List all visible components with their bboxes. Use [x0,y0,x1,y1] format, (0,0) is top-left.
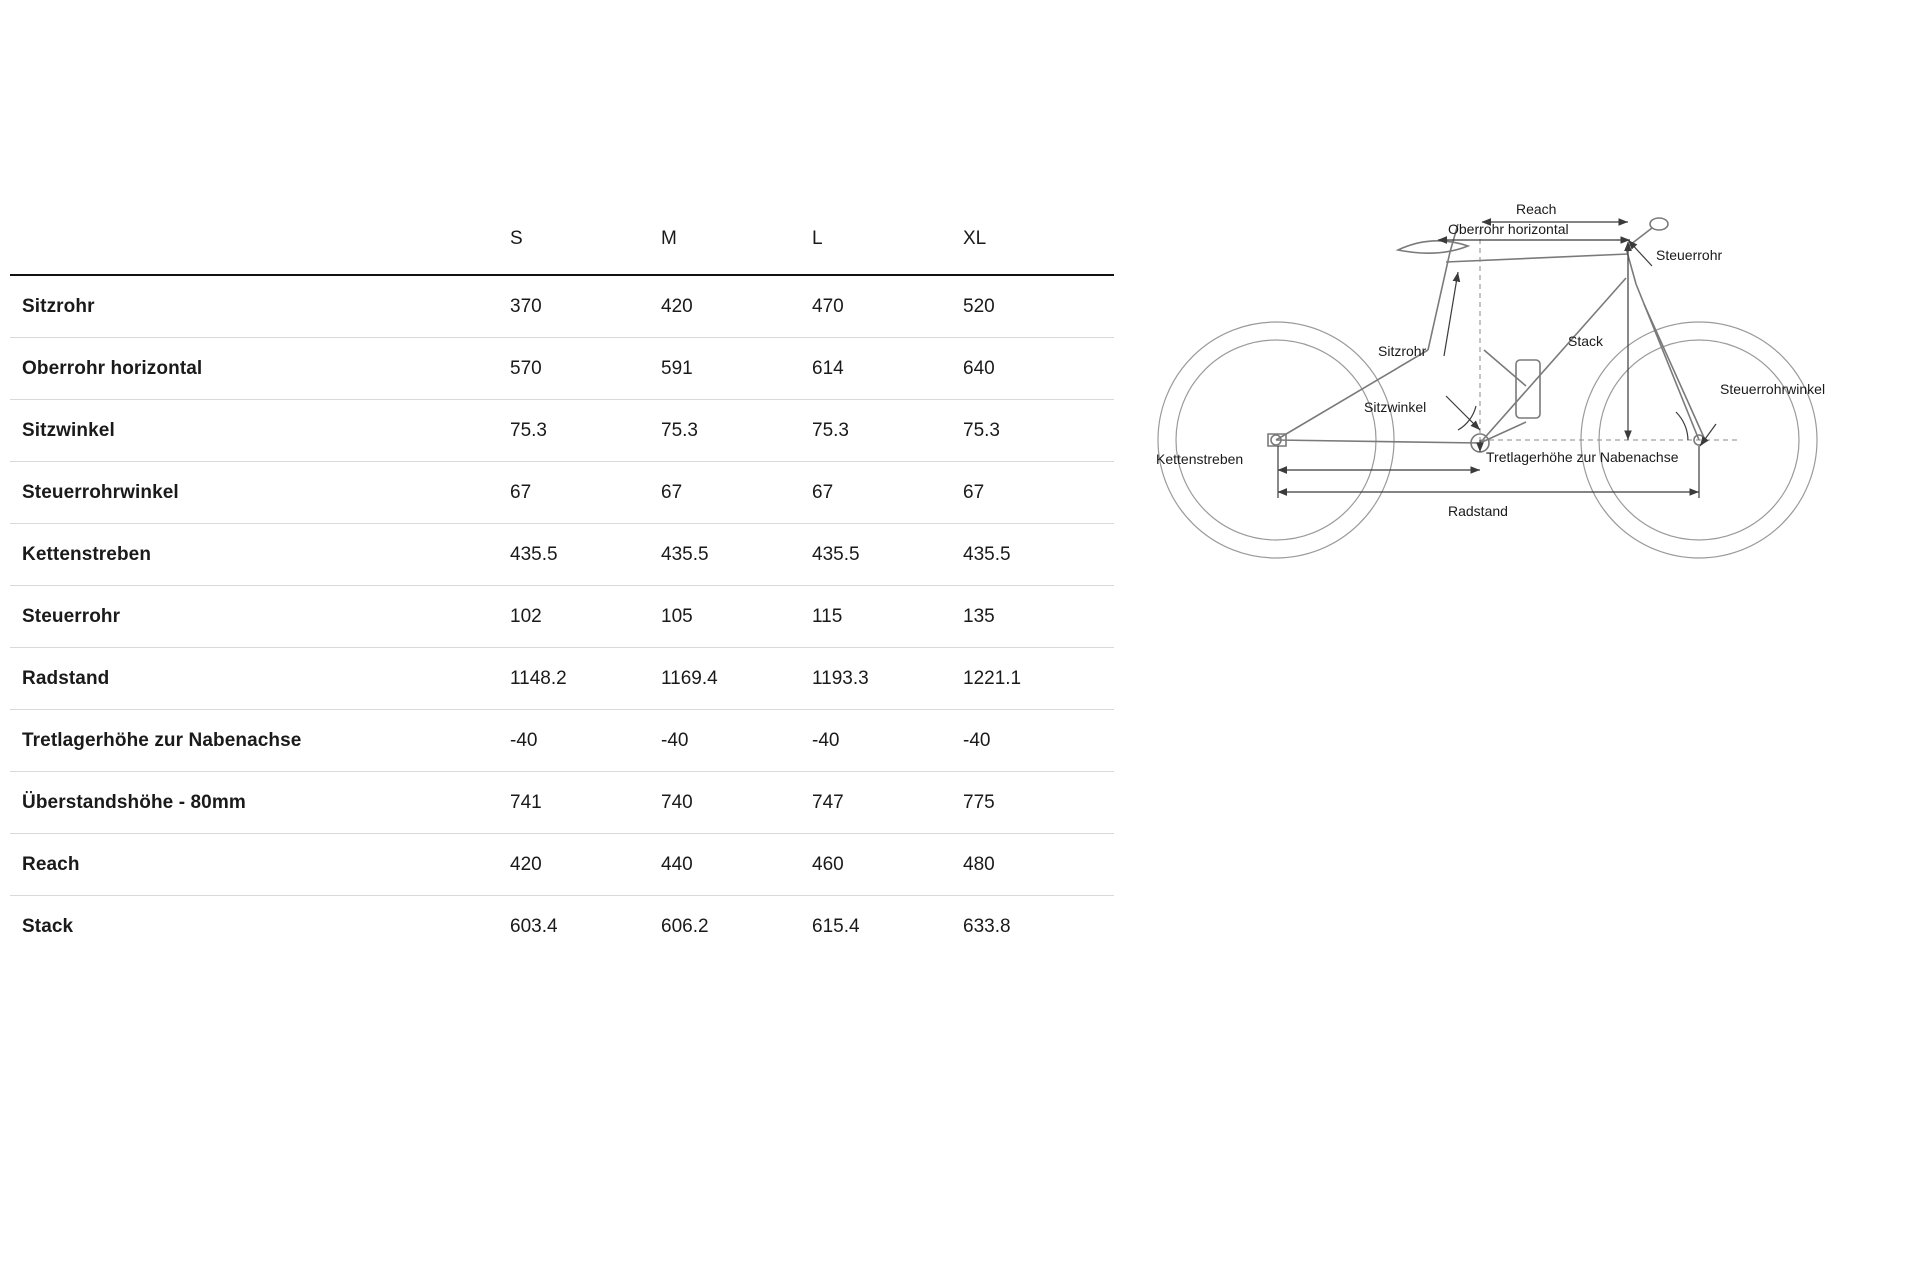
label-reach: Reach [1516,201,1557,217]
down-tube [1480,278,1626,443]
cell-l: 435.5 [812,524,963,586]
diagram-labels [1156,201,1825,519]
head-angle-arc [1676,412,1688,440]
cell-xl: 75.3 [963,400,1114,462]
cell-m: 435.5 [661,524,812,586]
row-label: Überstandshöhe - 80mm [10,772,510,834]
table-header [10,228,1114,275]
cell-m: 440 [661,834,812,896]
cell-xl: 1221.1 [963,648,1114,710]
column-header-size-s: S [510,228,523,249]
cell-m: 1169.4 [661,648,812,710]
cell-m: 105 [661,586,812,648]
cell-l: 115 [812,586,963,648]
table-row [10,834,1114,896]
cell-l: 75.3 [812,400,963,462]
seat-tube-arrow [1444,272,1458,356]
table-header-row [10,228,1114,275]
table-row [10,338,1114,400]
cell-l: 1193.3 [812,648,963,710]
geometry-table [10,228,1114,957]
cell-xl: 435.5 [963,524,1114,586]
cell-l: 747 [812,772,963,834]
stem [1626,228,1652,248]
label-head-tube: Steuerrohr [1656,247,1723,263]
table-row [10,524,1114,586]
row-label: Sitzwinkel [10,400,510,462]
row-label: Steuerrohrwinkel [10,462,510,524]
table-row [10,586,1114,648]
chainstay [1276,440,1480,443]
cell-xl: 480 [963,834,1114,896]
seat-angle-arc [1458,406,1476,430]
cell-l: 615.4 [812,916,860,937]
cell-s: 1148.2 [510,648,661,710]
table-row [10,648,1114,710]
label-wheelbase: Radstand [1448,503,1508,519]
cell-xl: 640 [963,338,1114,400]
seatstay [1276,350,1428,440]
label-seat-angle: Sitzwinkel [1364,399,1427,415]
geometry-table-container [10,228,1114,957]
cell-l: -40 [812,710,963,772]
column-header-size-l: L [812,228,823,249]
row-label: Stack [22,916,74,937]
cell-m: 75.3 [661,400,812,462]
handlebar-grip [1650,218,1668,230]
cell-xl: 520 [963,275,1114,338]
cell-m: 591 [661,338,812,400]
cell-s: 435.5 [510,524,661,586]
cell-s: -40 [510,710,661,772]
row-label: Steuerrohr [10,586,510,648]
column-header-measurement [10,228,510,275]
head-tube-arrow [1628,240,1652,266]
cell-s: 102 [510,586,661,648]
table-body [10,275,1114,957]
table-row [10,772,1114,834]
label-head-angle: Steuerrohrwinkel [1720,381,1826,397]
cell-xl: -40 [963,710,1114,772]
cell-m: 67 [661,462,812,524]
cell-s: 370 [510,275,661,338]
cell-m: 606.2 [661,916,709,937]
table-row [10,710,1114,772]
cell-xl: 135 [963,586,1114,648]
cell-s: 741 [510,772,661,834]
rear-shock [1484,350,1526,386]
saddle [1398,241,1468,253]
cell-s: 67 [510,462,661,524]
row-label: Reach [10,834,510,896]
seat-tube [1428,252,1450,350]
label-stack: Stack [1568,333,1604,349]
cell-xl: 67 [963,462,1114,524]
column-header-size-xl: XL [963,228,987,249]
cell-m: -40 [661,710,812,772]
table-row [10,462,1114,524]
table-row [10,400,1114,462]
cell-s: 75.3 [510,400,661,462]
row-label: Tretlagerhöhe zur Nabenachse [10,710,510,772]
cell-m: 420 [661,275,812,338]
cell-xl: 633.8 [963,916,1011,937]
row-label: Oberrohr horizontal [10,338,510,400]
cell-s: 420 [510,834,661,896]
cell-l: 614 [812,338,963,400]
cell-l: 470 [812,275,963,338]
label-bb-drop: Tretlagerhöhe zur Nabenachse [1486,449,1679,465]
label-top-tube: Oberrohr horizontal [1448,221,1569,237]
column-header-size-m: M [661,228,677,249]
top-tube [1446,254,1628,262]
cell-m: 740 [661,772,812,834]
label-chainstay: Kettenstreben [1156,451,1244,467]
table-row [10,275,1114,338]
cell-xl: 775 [963,772,1114,834]
row-label: Sitzrohr [10,275,510,338]
seat-angle-arrow [1446,396,1480,430]
row-label: Kettenstreben [10,524,510,586]
row-label: Radstand [10,648,510,710]
cell-s: 603.4 [510,916,558,937]
table-row [10,896,1114,958]
label-seat-tube: Sitzrohr [1378,343,1427,359]
cell-l: 460 [812,834,963,896]
bike-geometry-diagram [1128,200,1908,620]
cell-l: 67 [812,462,963,524]
cell-s: 570 [510,338,661,400]
